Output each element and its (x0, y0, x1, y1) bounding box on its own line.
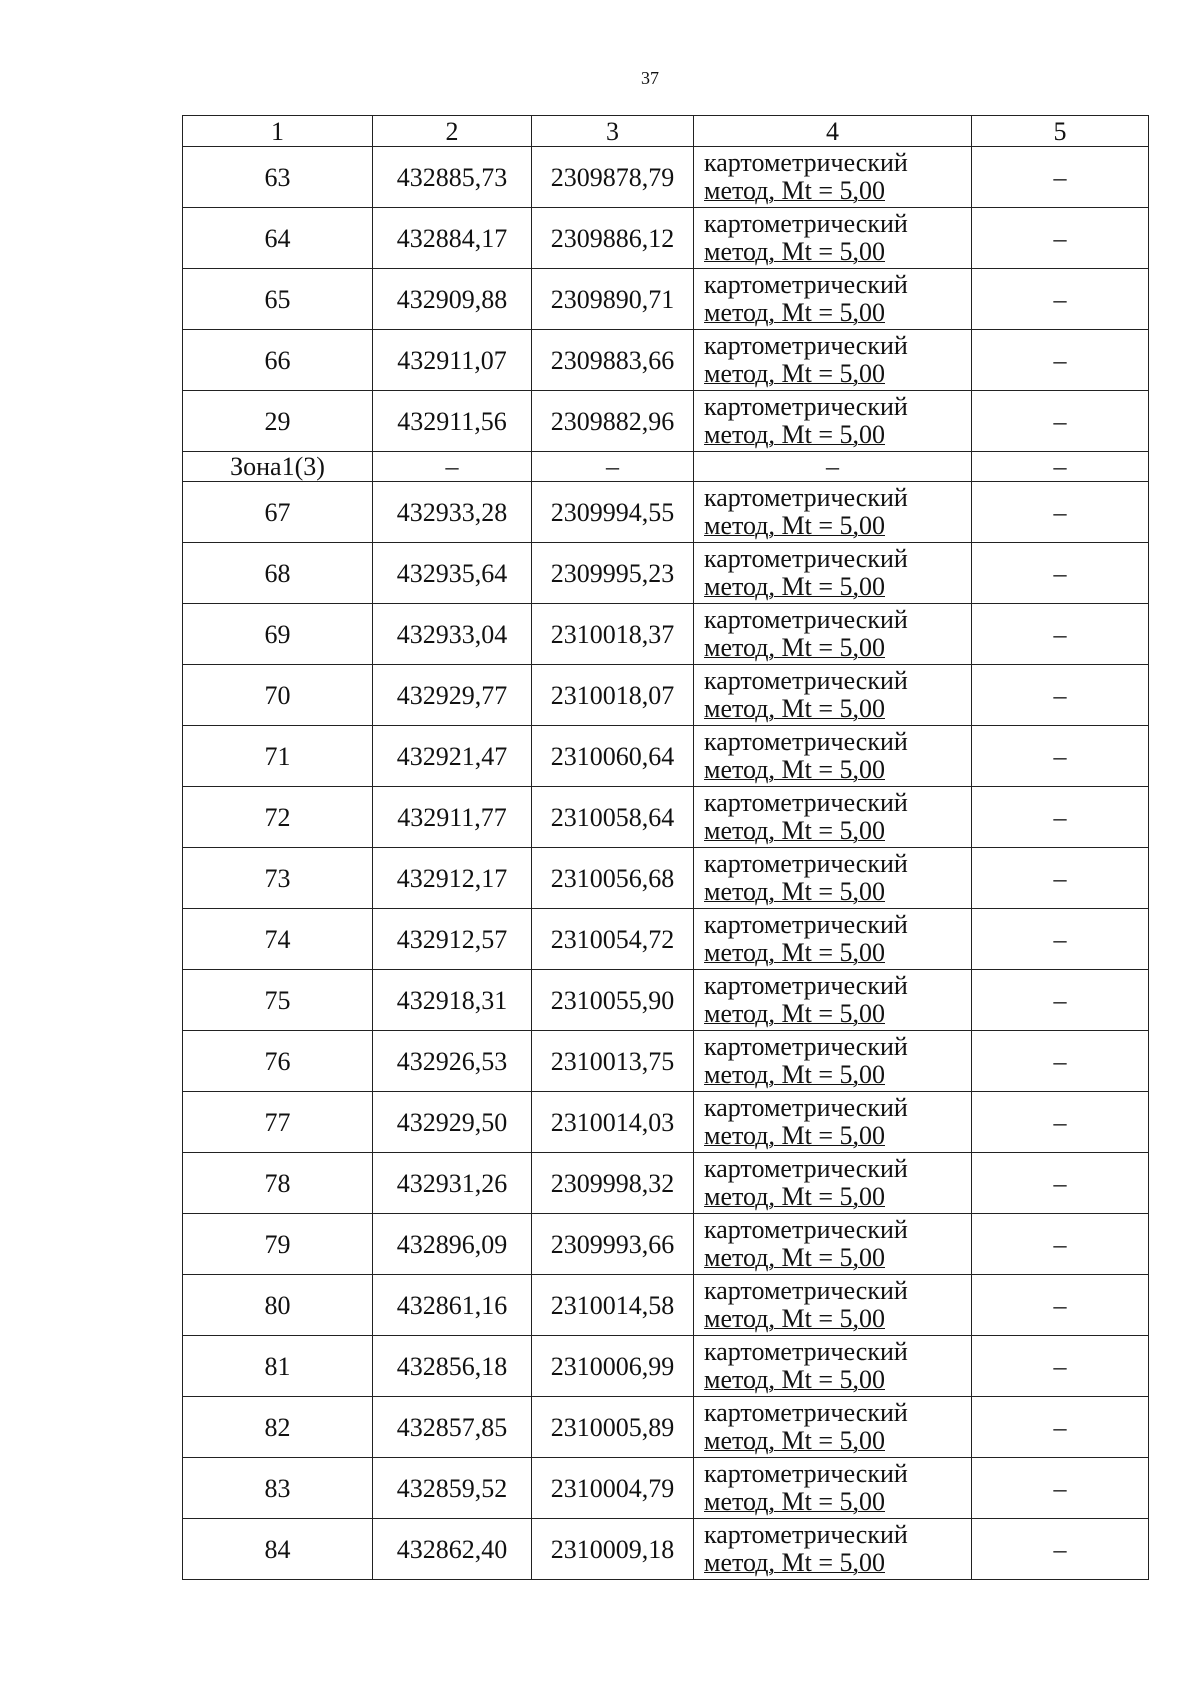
description-cell: – (972, 391, 1149, 452)
x-coordinate-cell: 432896,09 (373, 1214, 532, 1275)
method-cell (694, 482, 972, 543)
method-line-1: картометрический (704, 1337, 908, 1366)
table-row (183, 1458, 1149, 1519)
point-number-cell: 70 (183, 665, 373, 726)
x-coordinate-cell: 432929,50 (373, 1092, 532, 1153)
point-number-cell: 68 (183, 543, 373, 604)
method-cell (694, 147, 972, 208)
description-cell: – (972, 208, 1149, 269)
method-cell (694, 1153, 972, 1214)
method-cell (694, 1458, 972, 1519)
method-cell (694, 1092, 972, 1153)
x-coordinate-cell: 432912,57 (373, 909, 532, 970)
y-coordinate-cell: 2309886,12 (532, 208, 694, 269)
method-line-1: картометрический (704, 910, 908, 939)
method-cell (694, 1214, 972, 1275)
description-cell: – (972, 1519, 1149, 1580)
method-line-2: метод, Mt = 5,00 (704, 1121, 885, 1150)
point-number-cell: 67 (183, 482, 373, 543)
y-coordinate-cell: 2310058,64 (532, 787, 694, 848)
x-coordinate-cell: 432935,64 (373, 543, 532, 604)
description-cell: – (972, 543, 1149, 604)
y-coordinate-cell: 2310014,58 (532, 1275, 694, 1336)
method-line-1: картометрический (704, 331, 908, 360)
method-line-1: картометрический (704, 1520, 908, 1549)
method-line-1: картометрический (704, 788, 908, 817)
y-coordinate-cell: 2309882,96 (532, 391, 694, 452)
y-coordinate-cell: 2309993,66 (532, 1214, 694, 1275)
method-cell (694, 726, 972, 787)
y-coordinate-cell: 2309878,79 (532, 147, 694, 208)
x-coordinate-cell: 432861,16 (373, 1275, 532, 1336)
point-number-cell: 75 (183, 970, 373, 1031)
coordinates-table (182, 115, 1149, 1580)
table-row (183, 1092, 1149, 1153)
description-cell: – (972, 1458, 1149, 1519)
point-number-cell: 69 (183, 604, 373, 665)
zone-label-cell: Зона1(3) (183, 452, 373, 482)
description-cell: – (972, 1092, 1149, 1153)
method-line-2: метод, Mt = 5,00 (704, 1182, 885, 1211)
table-row (183, 1336, 1149, 1397)
point-number-cell: 81 (183, 1336, 373, 1397)
method-line-1: картометрический (704, 971, 908, 1000)
point-number-cell: 74 (183, 909, 373, 970)
point-number-cell: 72 (183, 787, 373, 848)
x-coordinate-cell: 432931,26 (373, 1153, 532, 1214)
method-line-1: картометрический (704, 209, 908, 238)
column-header-3: 3 (532, 116, 694, 147)
description-cell: – (972, 1031, 1149, 1092)
method-line-1: картометрический (704, 849, 908, 878)
method-cell (694, 970, 972, 1031)
table-row (183, 1397, 1149, 1458)
zone-dash-cell: – (373, 452, 532, 482)
method-line-1: картометрический (704, 1032, 908, 1061)
description-cell: – (972, 726, 1149, 787)
column-header-2: 2 (373, 116, 532, 147)
method-line-1: картометрический (704, 544, 908, 573)
x-coordinate-cell: 432911,56 (373, 391, 532, 452)
method-line-2: метод, Mt = 5,00 (704, 816, 885, 845)
method-line-1: картометрический (704, 392, 908, 421)
method-line-1: картометрический (704, 1093, 908, 1122)
y-coordinate-cell: 2310060,64 (532, 726, 694, 787)
table-row (183, 391, 1149, 452)
method-line-2: метод, Mt = 5,00 (704, 1060, 885, 1089)
point-number-cell: 65 (183, 269, 373, 330)
table-row (183, 1519, 1149, 1580)
x-coordinate-cell: 432918,31 (373, 970, 532, 1031)
table-row (183, 482, 1149, 543)
method-line-2: метод, Mt = 5,00 (704, 1304, 885, 1333)
method-cell (694, 1519, 972, 1580)
description-cell: – (972, 787, 1149, 848)
method-line-2: метод, Mt = 5,00 (704, 237, 885, 266)
column-header-4: 4 (694, 116, 972, 147)
table-row (183, 1275, 1149, 1336)
method-cell (694, 604, 972, 665)
y-coordinate-cell: 2310055,90 (532, 970, 694, 1031)
x-coordinate-cell: 432856,18 (373, 1336, 532, 1397)
zone-dash-cell: – (972, 452, 1149, 482)
point-number-cell: 73 (183, 848, 373, 909)
description-cell: – (972, 1214, 1149, 1275)
y-coordinate-cell: 2310004,79 (532, 1458, 694, 1519)
description-cell: – (972, 665, 1149, 726)
point-number-cell: 84 (183, 1519, 373, 1580)
x-coordinate-cell: 432884,17 (373, 208, 532, 269)
method-cell (694, 391, 972, 452)
description-cell: – (972, 909, 1149, 970)
method-cell (694, 1031, 972, 1092)
y-coordinate-cell: 2310006,99 (532, 1336, 694, 1397)
method-cell (694, 1397, 972, 1458)
table-row (183, 970, 1149, 1031)
method-line-1: картометрический (704, 148, 908, 177)
method-cell (694, 848, 972, 909)
point-number-cell: 71 (183, 726, 373, 787)
description-cell: – (972, 848, 1149, 909)
method-line-2: метод, Mt = 5,00 (704, 298, 885, 327)
point-number-cell: 66 (183, 330, 373, 391)
method-cell (694, 208, 972, 269)
point-number-cell: 79 (183, 1214, 373, 1275)
x-coordinate-cell: 432933,04 (373, 604, 532, 665)
method-line-2: метод, Mt = 5,00 (704, 359, 885, 388)
y-coordinate-cell: 2310054,72 (532, 909, 694, 970)
method-line-2: метод, Mt = 5,00 (704, 1487, 885, 1516)
method-line-1: картометрический (704, 1459, 908, 1488)
x-coordinate-cell: 432911,77 (373, 787, 532, 848)
description-cell: – (972, 1397, 1149, 1458)
table-row (183, 848, 1149, 909)
table-row (183, 543, 1149, 604)
table-row (183, 1214, 1149, 1275)
method-cell (694, 543, 972, 604)
description-cell: – (972, 1153, 1149, 1214)
x-coordinate-cell: 432926,53 (373, 1031, 532, 1092)
table-row (183, 665, 1149, 726)
method-line-1: картометрический (704, 1215, 908, 1244)
method-line-1: картометрический (704, 483, 908, 512)
method-line-2: метод, Mt = 5,00 (704, 420, 885, 449)
method-cell (694, 330, 972, 391)
description-cell: – (972, 604, 1149, 665)
header-row (183, 116, 1149, 147)
method-line-2: метод, Mt = 5,00 (704, 1243, 885, 1272)
method-cell (694, 1275, 972, 1336)
zone-dash-cell: – (694, 452, 972, 482)
zone-dash-cell: – (532, 452, 694, 482)
y-coordinate-cell: 2310014,03 (532, 1092, 694, 1153)
method-line-1: картометрический (704, 666, 908, 695)
description-cell: – (972, 269, 1149, 330)
method-line-2: метод, Mt = 5,00 (704, 1426, 885, 1455)
method-cell (694, 909, 972, 970)
method-cell (694, 1336, 972, 1397)
x-coordinate-cell: 432921,47 (373, 726, 532, 787)
method-line-2: метод, Mt = 5,00 (704, 572, 885, 601)
description-cell: – (972, 147, 1149, 208)
method-line-2: метод, Mt = 5,00 (704, 1548, 885, 1577)
x-coordinate-cell: 432862,40 (373, 1519, 532, 1580)
method-line-1: картометрический (704, 1398, 908, 1427)
y-coordinate-cell: 2310005,89 (532, 1397, 694, 1458)
table-row (183, 604, 1149, 665)
method-line-2: метод, Mt = 5,00 (704, 694, 885, 723)
point-number-cell: 63 (183, 147, 373, 208)
method-line-2: метод, Mt = 5,00 (704, 938, 885, 967)
table-row (183, 1153, 1149, 1214)
x-coordinate-cell: 432912,17 (373, 848, 532, 909)
method-line-2: метод, Mt = 5,00 (704, 176, 885, 205)
point-number-cell: 83 (183, 1458, 373, 1519)
point-number-cell: 78 (183, 1153, 373, 1214)
table-row (183, 787, 1149, 848)
description-cell: – (972, 1336, 1149, 1397)
table-row (183, 208, 1149, 269)
method-line-1: картометрический (704, 727, 908, 756)
y-coordinate-cell: 2310018,37 (532, 604, 694, 665)
description-cell: – (972, 482, 1149, 543)
column-header-1: 1 (183, 116, 373, 147)
point-number-cell: 64 (183, 208, 373, 269)
table-row (183, 147, 1149, 208)
description-cell: – (972, 330, 1149, 391)
y-coordinate-cell: 2310009,18 (532, 1519, 694, 1580)
method-line-2: метод, Mt = 5,00 (704, 1365, 885, 1394)
method-cell (694, 787, 972, 848)
x-coordinate-cell: 432859,52 (373, 1458, 532, 1519)
point-number-cell: 77 (183, 1092, 373, 1153)
method-line-1: картометрический (704, 1154, 908, 1183)
y-coordinate-cell: 2309883,66 (532, 330, 694, 391)
x-coordinate-cell: 432933,28 (373, 482, 532, 543)
method-line-2: метод, Mt = 5,00 (704, 877, 885, 906)
method-line-1: картометрический (704, 605, 908, 634)
description-cell: – (972, 970, 1149, 1031)
table-body (183, 116, 1149, 1580)
x-coordinate-cell: 432929,77 (373, 665, 532, 726)
x-coordinate-cell: 432909,88 (373, 269, 532, 330)
column-header-5: 5 (972, 116, 1149, 147)
y-coordinate-cell: 2310013,75 (532, 1031, 694, 1092)
x-coordinate-cell: 432857,85 (373, 1397, 532, 1458)
table-row (183, 1031, 1149, 1092)
method-line-1: картометрический (704, 1276, 908, 1305)
point-number-cell: 80 (183, 1275, 373, 1336)
point-number-cell: 29 (183, 391, 373, 452)
page-number: 37 (641, 68, 659, 88)
point-number-cell: 76 (183, 1031, 373, 1092)
table-row (183, 330, 1149, 391)
y-coordinate-cell: 2309994,55 (532, 482, 694, 543)
y-coordinate-cell: 2309995,23 (532, 543, 694, 604)
point-number-cell: 82 (183, 1397, 373, 1458)
method-line-2: метод, Mt = 5,00 (704, 633, 885, 662)
method-line-1: картометрический (704, 270, 908, 299)
x-coordinate-cell: 432885,73 (373, 147, 532, 208)
zone-row (183, 452, 1149, 482)
y-coordinate-cell: 2310056,68 (532, 848, 694, 909)
method-cell (694, 665, 972, 726)
table-row (183, 269, 1149, 330)
x-coordinate-cell: 432911,07 (373, 330, 532, 391)
table-row (183, 726, 1149, 787)
y-coordinate-cell: 2310018,07 (532, 665, 694, 726)
method-line-2: метод, Mt = 5,00 (704, 755, 885, 784)
y-coordinate-cell: 2309890,71 (532, 269, 694, 330)
method-cell (694, 269, 972, 330)
table-row (183, 909, 1149, 970)
method-line-2: метод, Mt = 5,00 (704, 511, 885, 540)
description-cell: – (972, 1275, 1149, 1336)
y-coordinate-cell: 2309998,32 (532, 1153, 694, 1214)
method-line-2: метод, Mt = 5,00 (704, 999, 885, 1028)
